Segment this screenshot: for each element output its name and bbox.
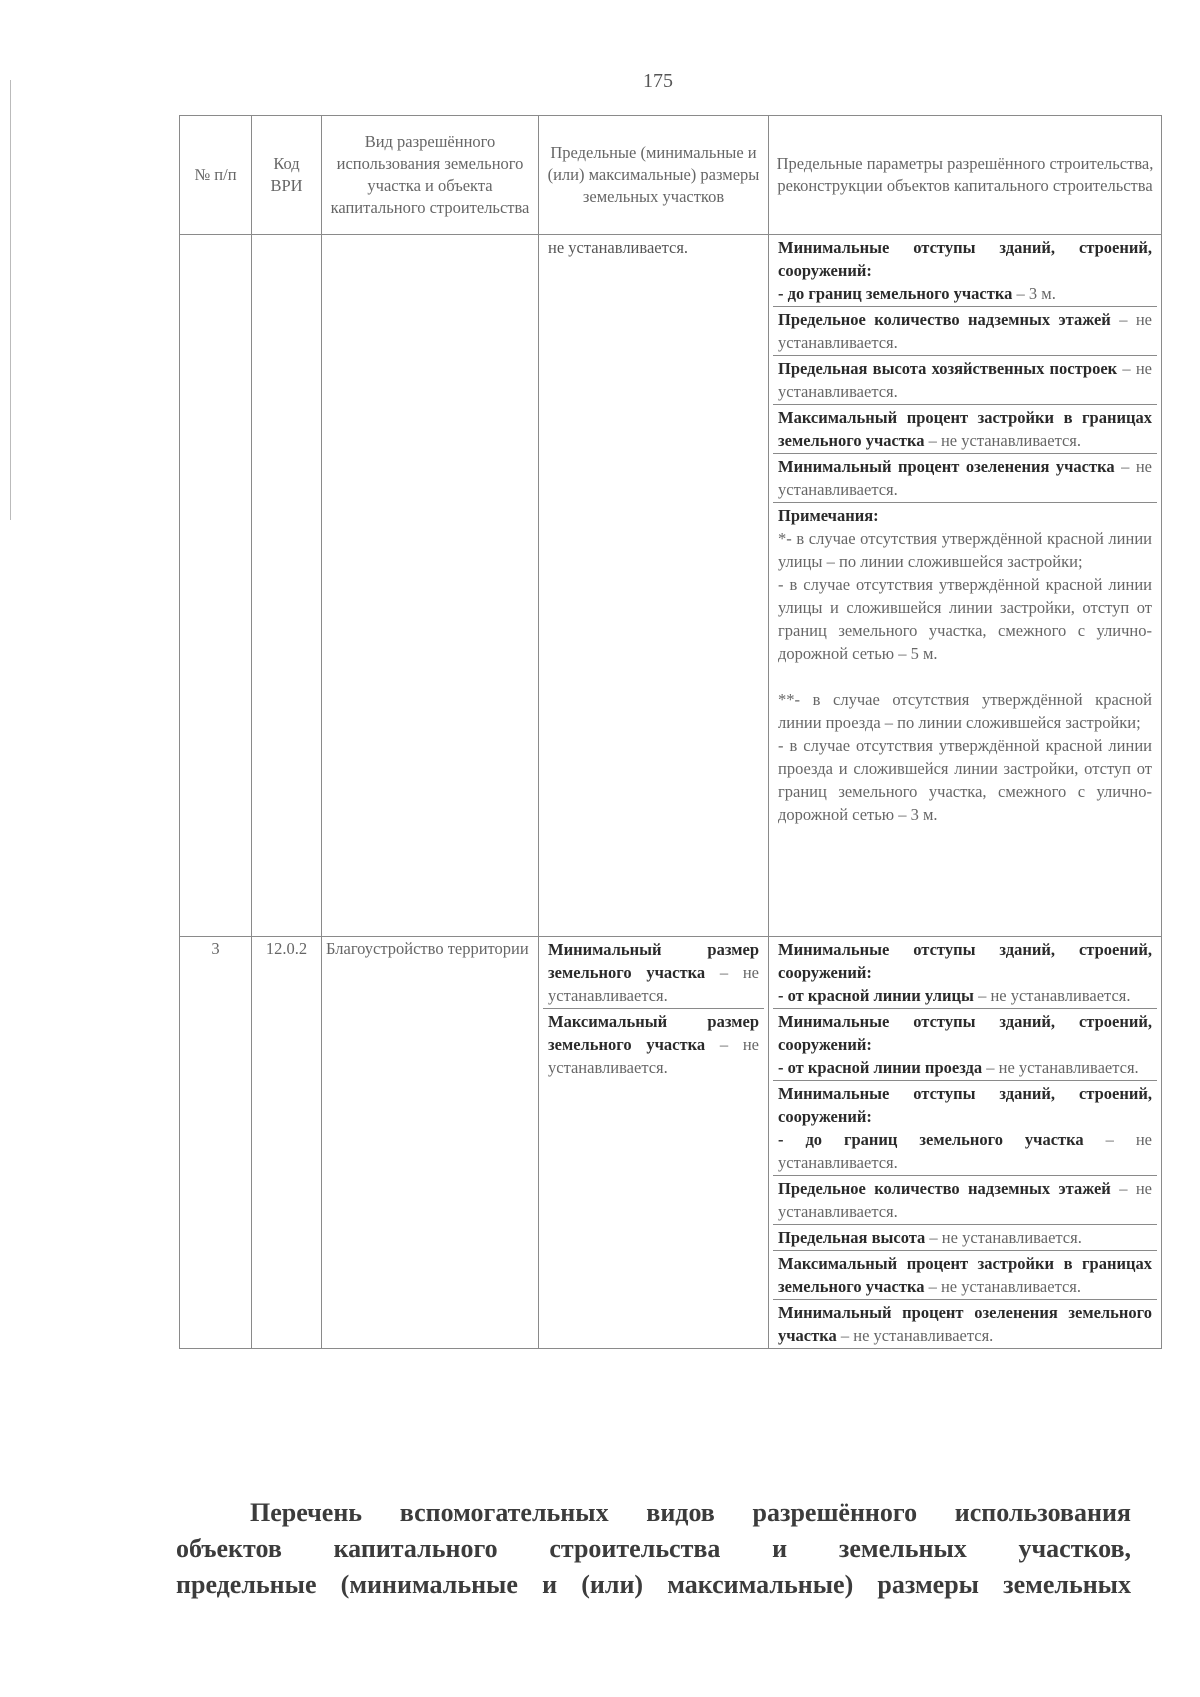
param-block: Минимальный процент озеленения земельного участка – не устанавливается. — [773, 1299, 1157, 1348]
cell-kind: Благоустройство территории — [322, 937, 539, 1349]
note-paragraph: **- в случае отсутствия утверждённой красной линии проезда – по линии сложившейся застройки; — [778, 690, 1152, 732]
cell-size — [539, 937, 769, 1349]
table-row-3 — [180, 937, 1162, 1349]
cell-params — [769, 235, 1162, 937]
cell-size — [539, 235, 769, 937]
notes-title: Примечания: — [778, 506, 879, 525]
heading-line: объектов капитального строительства и земельных участков, — [176, 1534, 1131, 1563]
param-block: Предельная высота – не устанавливается. — [773, 1224, 1157, 1250]
cell-params — [769, 937, 1162, 1349]
size-block: Максимальный размер земельного участка – не устанавливается. — [543, 1008, 764, 1080]
heading-line: предельные (минимальные и (или) максимальные) размеры земельных — [176, 1570, 1131, 1599]
header-params: Предельные параметры разрешённого строительства, реконструкции объектов капитального строительства — [769, 116, 1162, 235]
cell-kind — [322, 235, 539, 937]
zoning-parameters-table — [179, 115, 1162, 1349]
section-heading — [176, 1495, 1131, 1603]
param-block: Максимальный процент застройки в границах земельного участка – не устанавливается. — [773, 404, 1157, 453]
page-number: 175 — [643, 70, 673, 92]
size-text: не устанавливается. — [548, 238, 689, 257]
table-header-row — [180, 116, 1162, 235]
param-block: Минимальные отступы зданий, строений, сооружений: - от красной линии проезда – не устанавливается. — [773, 1008, 1157, 1080]
note-paragraph: - в случае отсутствия утверждённой красной линии проезда и сложившейся линии застройки, отступ от границ земельного участка, смежного с улично-дорожной сетью – 3 м. — [778, 736, 1152, 824]
cell-num: 3 — [180, 937, 252, 1349]
param-block: Предельное количество надземных этажей – не устанавливается. — [773, 1175, 1157, 1224]
param-block: Минимальный процент озеленения участка – не устанавливается. — [773, 453, 1157, 502]
cell-code: 12.0.2 — [252, 937, 322, 1349]
header-size: Предельные (минимальные и (или) максимальные) размеры земельных участков — [539, 116, 769, 235]
param-block: Минимальные отступы зданий, строений, сооружений: - от красной линии улицы – не устанавливается. — [778, 940, 1152, 1005]
param-block: Минимальные отступы зданий, строений, сооружений: - до границ земельного участка – 3 м. — [778, 238, 1152, 303]
header-kind: Вид разрешённого использования земельного участка и объекта капитального строительства — [322, 116, 539, 235]
param-block: Предельная высота хозяйственных построек – не устанавливается. — [773, 355, 1157, 404]
scan-edge-mark — [10, 80, 11, 520]
param-block: Предельное количество надземных этажей – не устанавливается. — [773, 306, 1157, 355]
param-block: Максимальный процент застройки в границах земельного участка – не устанавливается. — [773, 1250, 1157, 1299]
notes-block — [773, 502, 1157, 827]
cell-code — [252, 235, 322, 937]
note-paragraph: - в случае отсутствия утверждённой красной линии улицы и сложившейся линии застройки, отступ от границ земельного участка, смежного с улично-дорожной сетью – 5 м. — [778, 575, 1152, 663]
size-block: Минимальный размер земельного участка – не устанавливается. — [548, 940, 759, 1005]
note-paragraph: *- в случае отсутствия утверждённой красной линии улицы – по линии сложившейся застройки; — [778, 529, 1152, 571]
cell-num — [180, 235, 252, 937]
param-block: Минимальные отступы зданий, строений, сооружений: - до границ земельного участка – не устанавливается. — [773, 1080, 1157, 1175]
table-row-continued — [180, 235, 1162, 937]
header-num: № п/п — [180, 116, 252, 235]
header-code: Код ВРИ — [252, 116, 322, 235]
heading-line: Перечень вспомогательных видов разрешённого использования — [250, 1498, 1131, 1527]
